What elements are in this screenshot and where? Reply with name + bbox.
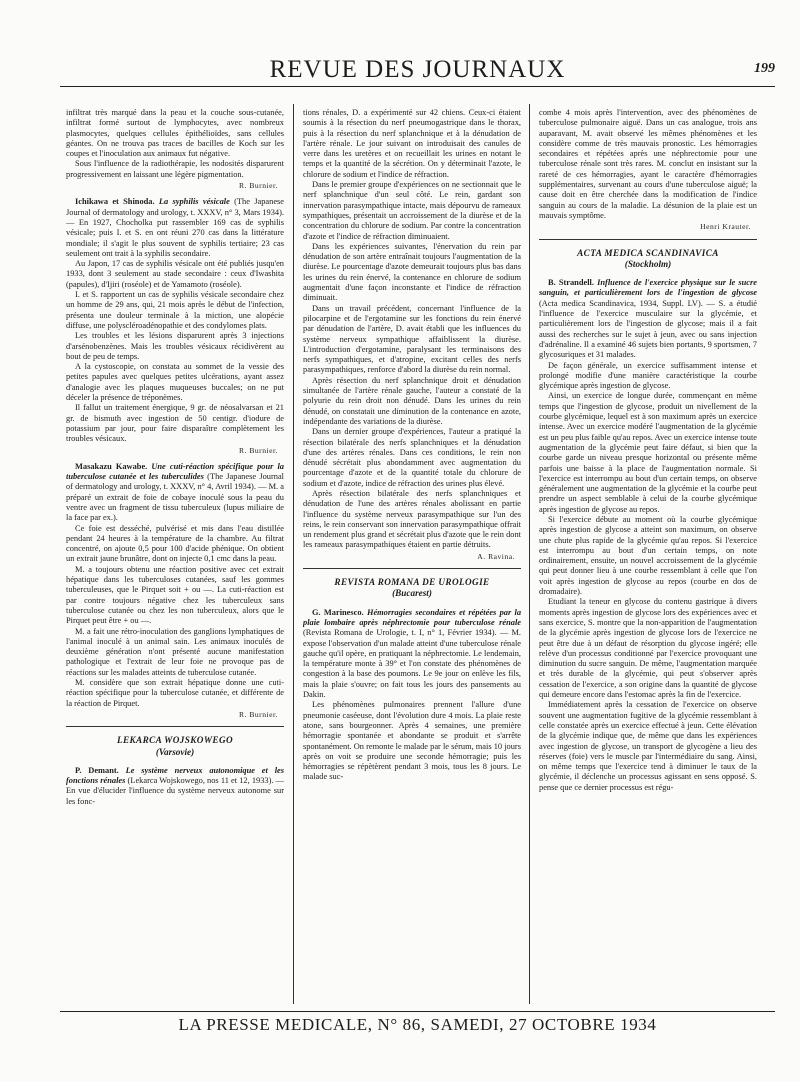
column-3: [539, 108, 757, 1003]
article-reference: (Revista Romana de Urologie, t. I, n° 1, Février 1934). — M. expose l'observation d'un malade atteint d'une tuberculose rénale gauche qu'il opère, en pratiquant la néphrectomie. Le lendemain, la température monte à 39° et l'on constate des phénomènes de congestion à la base des poumons. Le 9e jour on enlève les fils, mais la plaie s'ouvre; on fait tous les jours des pansements au Dakin.: [303, 628, 521, 700]
paragraph: M. a fait une rétro-inoculation des ganglions lymphatiques de l'animal inoculé à un animal sain. Les animaux inoculés de deuxième génération n'ont présenté aucune manifestation pathologique et l'extrait de leur foie ne provoque pas de réactions sur les malades atteints de tuberculose cutanée.: [66, 626, 284, 677]
author-signature: Henri Krauter.: [700, 222, 751, 232]
article-reference: (The Japanese Journal of dermatology and urology, t. XXXV, n° 3, Mars 1934). — En 1927, Chocholka put rassembler 169 cas de syphilis vésicale; puis I. et S. en ont réuni 270 cas dans la littérature mondiale; il s'agit le plus souvent de syphilis tertiaire; 23 cas seulement ont trait à la syphilis secondaire.: [66, 197, 284, 258]
journal-name: REVISTA ROMANA DE UROLOGIE: [334, 577, 490, 588]
paragraph: I. et S. rapportent un cas de syphilis vésicale secondaire chez un homme de 29 ans, qui, 21 mois après le début de l'infection, présenta une douleur terminale à la miction, une alopécie diffuse, une polyscléroadénopathie et des condylomes plats.: [66, 290, 284, 330]
abstract-heading: [66, 766, 284, 807]
section-separator: [66, 726, 284, 727]
paragraph: Les phénomènes pulmonaires prennent l'allure d'une pneumonie caséeuse, dont l'évolution dure 4 mois. La plaie reste atone, sans bourgeonner. Après 4 semaines, une première hémorragie spontanée et abondante se produit et s'arrête spontanément. On remonte le malade par le sérum, mais 10 jours après on voit se produire une seconde hémorragie; puis les hémorragies se répètèrent pendant 3 mois, tous les 8 jours. Le malade suc-: [303, 700, 521, 782]
column-2: [303, 108, 521, 1003]
section-title: REVUE DES JOURNAUX: [269, 56, 566, 83]
footer-text: LA PRESSE MEDICALE, N° 86, SAMEDI, 27 OCTOBRE 1934: [178, 1015, 657, 1034]
author-signature: R. Burnier.: [238, 709, 278, 719]
paragraph: Si l'exercice débute au moment où la courbe glycémique après ingestion de glycose a atteint son maximum, on observe une chute plus rapide de la glycémie qu'au repos. Si l'exercice est interrompu au bout d'un certain temps, on note ordinairement, ensuite, un nouvel accroissement de la glycémie qui peut donner lieu à une courbe ressemblant à celle que l'on voit après ingestion de glycose au repos (courbe en dos de dromadaire).: [539, 514, 757, 597]
article-authors: G. Marinesco.: [312, 607, 364, 617]
abstract-heading: [66, 197, 284, 259]
article-title: Une cuti-réaction spécifique pour la tuberculose cutanée et les tuberculides: [66, 461, 284, 482]
article-title: Influence de l'exercice physique sur le sucre sanguin, et particulièrement lors de l'ingestion de glycose: [539, 278, 757, 298]
section-separator: [539, 239, 757, 240]
author-signature: A. Ravina.: [477, 551, 515, 561]
article-title: Le système nerveux autonomique et les fonctions rénales: [66, 765, 284, 786]
paragraph: Sous l'influence de la radiothérapie, les nodosités disparurent progressivement en laissant une légère pigmentation.: [66, 159, 284, 179]
paragraph: Il fallut un traitement énergique, 9 gr. de néosalvarsan et 21 gr. de bismuth avec ingestion de 50 centigr. d'iodure de potassium par jour, pour faire disparaître complètement les troubles vésicaux.: [66, 403, 284, 444]
abstract-heading: [303, 608, 521, 701]
paragraph: Les troubles et les lésions disparurent après 3 injections d'arsénobenzènes. Mais les troubles vésicaux récidivèrent au bout de peu de temps.: [66, 331, 284, 361]
page-footer: [60, 1011, 775, 1035]
article-authors: B. Strandell.: [548, 278, 594, 288]
journal-city: (Stockholm): [624, 258, 672, 269]
column-1: [66, 108, 284, 1003]
paragraph: Dans un dernier groupe d'expériences, l'auteur a pratiqué la résection bilatérale des nerfs splanchniques et la dénudation d'une des artères rénales. Dans ces conditions, le rein non dénudé sécrétait plus abondamment avec augmentation du pourcentage d'azote et de la quantité totale du chlorure de sodium et d'azote, indice de réfraction des urines plus élevé.: [303, 427, 521, 488]
article-reference: (Lekarca Wojskowego, nos 11 et 12, 1933). — En vue d'élucider l'influence du système nerveux autonome sur les fonc-: [66, 776, 284, 806]
section-separator: [303, 568, 521, 569]
article-authors: Ichikawa et Shinoda.: [75, 197, 155, 207]
paragraph: infiltrat très marqué dans la peau et la couche sous-cutanée, infiltrat formé surtout de lymphocytes, avec nombreux plasmocytes, quelques cellules épithélioïdes, sans cellules géantes. On ne trouva pas traces de bacilles de Koch sur les coupes et l'inoculation aux animaux fut négative.: [66, 108, 284, 159]
paragraph: A la cystoscopie, on constata au sommet de la vessie des petites papules avec quelques petites ulcérations, ayant assez d'analogie avec les plaques muqueuses buccales; on ne put déceler la présence de tréponèmes.: [66, 362, 284, 403]
header-rule: [60, 86, 775, 87]
paragraph: Dans les expériences suivantes, l'énervation du rein par dénudation de son artère entraînait toujours l'augmentation de la diurèse. Le pourcentage d'azote demeurait toujours plus bas dans les urines du rein énervé, la contenance en chlorure de sodium augmentait d'une façon inconstante et l'indice de réfraction diminuait.: [303, 241, 521, 303]
paragraph: Ainsi, un exercice de longue durée, commençant en même temps que l'ingestion de glycose, produit un nivellement de la courbe glycémique, lequel est à son maximum après un exercice intense. Avec un exercice modéré l'augmentation de la glycémie est un peu plus faible qu'au repos. Avec un exercice intense toute augmentation de la glycémie peut faire défaut, si bien que la courbe garde un niveau presque horizontal ou présente même parfois une baisse à la place de l'augmentation normale. Si l'exercice est interrompu au bout d'un certain temps, on observe généralement une augmentation de la glycémie et la courbe peut prendre un aspect semblable à celui de la courbe glycémique après ingestion de glycose au repos.: [539, 391, 757, 514]
paragraph: Après résection bilatérale des nerfs splanchniques et dénudation de l'une des artères rénales abolissant en partie l'influence du système nerveux parasympathique sur l'un des reins, le rein conservant son innervation parasympathique offrait un rendement plus grand et sécrétait plus d'azote que le rein dont les rameaux parasympathiques étaient en partie détruits.: [303, 488, 521, 550]
author-signature: R. Burnier.: [238, 445, 278, 455]
article-title: Hémorragies secondaires et répétées par la plaie lombaire après néphrectomie pour tuberculose rénale: [303, 607, 521, 627]
article-title: La syphilis vésicale: [158, 197, 230, 207]
column-divider: [293, 104, 294, 1004]
journal-city: (Varsovie): [155, 746, 195, 757]
page-header: [60, 52, 775, 84]
paragraph: De façon générale, un exercice suffisamment intense et prolongé modifie d'une manière caractéristique la courbe glycémique après ingestion de glycose.: [539, 360, 757, 391]
page-number: 199: [754, 61, 775, 76]
paragraph: M. a toujours obtenu une réaction positive avec cet extrait hépatique dans les tuberculoses cutanées, sauf les gommes tuberculeuses, que le Pirquet soit + ou —. La cuti-réaction est par contre toujours négative chez les tuberculeux sans tuberculose cutanée ou chez les non tuberculeux, alors que le Pirquet peut être + ou —.: [66, 564, 284, 626]
footer-rule: [60, 1011, 775, 1012]
paragraph: M. considère que son extrait hépatique donne une cuti-réaction spécifique pour la tuberculose cutanée, et différente de la réaction de Pirquet.: [66, 678, 284, 708]
journal-name: ACTA MEDICA SCANDINAVICA: [577, 247, 719, 258]
article-reference: (The Japanese Journal of dermatology and urology, t. XXXV, n° 4, Avril 1934). — M. a préparé un extrait de foie de cobaye inoculé sous la peau du ventre avec un fragment de tissu tuberculeux (lupus miliaire de la face par ex.).: [66, 472, 284, 523]
paragraph: Au Japon, 17 cas de syphilis vésicale ont été publiés jusqu'en 1933, dont 3 seulement au stade secondaire : ceux d'Iwashita (papules), d'Ijiri (roséole) et de Yamamoto (roséole).: [66, 259, 284, 289]
paragraph: Dans le premier groupe d'expériences on ne sectionnait que le nerf splanchnique d'un seul côté. Le rein, gardant son innervation parasympathique intacte, mais dépourvu de rameaux sympathiques, présentait un accroissement de la diurèse et de la concentration du chlorure de sodium. Par contre la concentration d'azote et l'indice de réfraction diminuaient.: [303, 180, 521, 241]
author-signature: R. Burnier.: [238, 181, 278, 191]
journal-city: (Bucarest): [392, 588, 432, 599]
paragraph: tions rénales, D. a expérimenté sur 42 chiens. Ceux-ci étaient soumis à la résection du nerf pneumogastrique dans le thorax, puis à la résection du nerf splanchnique et à la dénudation de l'artère rénale. Le jour suivant on introduisait des canules de verre dans les uretères et on recueillait les urines en notant le temps et la quantité de la sécrétion. On y déterminait l'azote, le chlorure de sodium et l'indice de réfraction.: [303, 108, 521, 179]
article-reference: (Acta medica Scandinavica, 1934, Suppl. LV). — S. a étudié l'influence de l'exercice musculaire sur la glycémie, et particulièrement lors de l'ingestion de glycose; mais il a fait aussi des recherches sur le sujet à jeun, avec ou sans injection d'adrénaline. Il a examiné 46 sujets bien portants, 9 sportsmen, 7 glycosuriques et 31 malades.: [539, 298, 757, 360]
column-divider: [529, 104, 530, 1004]
journal-name: LEKARCA WOJSKOWEGO: [116, 735, 234, 746]
paragraph: Dans un travail précédent, concernant l'influence de la pilocarpine et de l'ergotamine sur les fonctions du rein énervé par dénudation de l'artère, D. avait établi que les influences du système nerveux sympathique affaiblissent la diurèse. L'introduction d'ergotamine, paralysant les terminaisons des nerfs sympathiques, et d'atropine, excitant celles des nerfs parasympathiques, renforce d'abord la diurèse du rein normal.: [303, 303, 521, 375]
paragraph: Immédiatement après la cessation de l'exercice on observe souvent une augmentation fugitive de la glycémie ressemblant à celle constatée après un exercice effectué à jeun. Cette élévation de la glycémie indique que, de même que dans les expériences avec ingestion de glycose, un transport de glycogène a lieu des réserves (foie) vers le muscle par l'intermédiaire du sang. Ainsi, on même temps que l'exercice tend à diminuer le taux de la glycémie, il déclenche un processus agissant en sens opposé. S. pense que ce dernier processus est régu-: [539, 700, 757, 792]
abstract-heading: [66, 462, 284, 524]
abstract-heading: [539, 278, 757, 360]
paragraph: Ce foie est desséché, pulvérisé et mis dans l'eau distillée pendant 24 heures à la température de la chambre. Au filtrat concentré, on ajoute 0,5 pour 100 d'acide phénique. On obtient un extrait jaune brunâtre, dont on injecte 0,1 cmc dans la peau.: [66, 523, 284, 564]
paragraph: combe 4 mois après l'intervention, avec des phénomènes de tuberculose pulmonaire aiguë. Dans un cas analogue, trois ans auparavant, M. avait observé les mêmes phénomènes et les considère comme de très mauvais pronostic. Les hémorragies secondaires et répétées après une néphrectomie pour une tuberculose rénale sont très rares. M. conclut en insistant sur la rareté de ces hémorragies, ayant le caractère d'hémorragies supplémentaires, survenant au cours d'une tuberculose aiguë; la cause doit en être cherchée dans la modification de l'indice sanguin au cours de la maladie. La désunion de la plaie est un mauvais symptôme.: [539, 108, 757, 220]
article-authors: P. Demant.: [75, 765, 119, 775]
article-authors: Masakazu Kawabe.: [75, 461, 148, 471]
paragraph: Après résection du nerf splanchnique droit et dénudation simultanée de l'artère rénale gauche, l'auteur a constaté de la polyurie du rein droit non dénudé. Dans les urines du rein dénudé, on constatait une diminution de la contenance en azote, indépendante des variations de la diurèse.: [303, 375, 521, 426]
paragraph: Etudiant la teneur en glycose du contenu gastrique à divers moments après ingestion de glycose lors des expériences avec et sans exercice, S. montre que la non-apparition de l'augmentation de la glycémie après ingestion de glycose lors de l'exercice ne peut être due à un défaut de résorption du glycose ingéré; elle relève d'un processus conditionné par l'exercice provoquant une diminution du sucre sanguin. De même, l'augmentation marquée et très durable de la glycémie, qui peut s'observer après cessation de l'exercice, a son origine dans la quantité de glycose qui demeure encore dans l'estomac après la fin de l'exercice.: [539, 597, 757, 700]
